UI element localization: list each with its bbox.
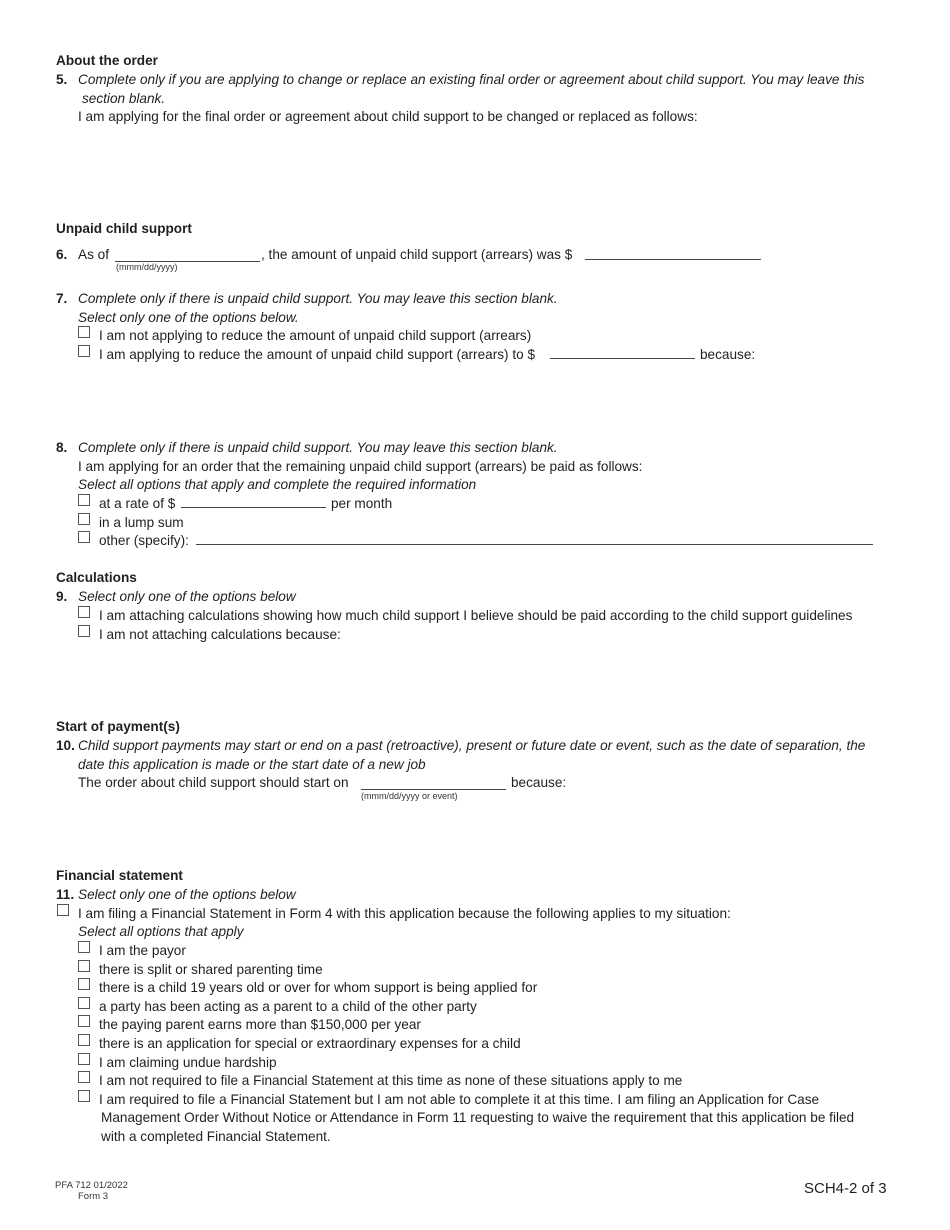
instruction-text: Select only one of the options below: [78, 887, 296, 902]
checkbox-rate[interactable]: [78, 494, 90, 506]
checkbox-sub-option[interactable]: [78, 1053, 90, 1065]
sub-option-label: there is an application for special or extraordinary expenses for a child: [99, 1036, 521, 1051]
reduced-amount-line[interactable]: [550, 358, 695, 359]
item-number: 11.: [56, 887, 75, 902]
instruction-text: Select all options that apply: [78, 924, 244, 939]
checkbox-sub-option[interactable]: [78, 978, 90, 990]
instruction-text: Complete only if you are applying to change or replace an existing final order or agreement about child support. You may leave this: [78, 72, 865, 87]
option-label-continued: Management Order Without Notice or Attendance in Form 11 requesting to waive the requirement that this application be filed: [101, 1110, 855, 1125]
item-number: 9.: [56, 589, 68, 604]
form-number: Form 3: [78, 1191, 109, 1202]
option-label: I am not attaching calculations because:: [99, 627, 341, 642]
checkbox-reducing[interactable]: [78, 345, 90, 357]
instruction-text: Select all options that apply and complete the required information: [78, 477, 477, 492]
because-label: because:: [700, 347, 756, 362]
section-heading-unpaid-support: Unpaid child support: [56, 221, 192, 236]
section-heading-start-payments: Start of payment(s): [56, 719, 180, 734]
option-label: in a lump sum: [99, 515, 184, 530]
arrears-text: , the amount of unpaid child support (arrears) was $: [261, 247, 573, 262]
checkbox-sub-option[interactable]: [78, 1015, 90, 1027]
section-heading-about-order: About the order: [56, 53, 158, 68]
form-code: PFA 712 01/2022: [55, 1180, 128, 1191]
section-heading-calculations: Calculations: [56, 570, 137, 585]
item-number: 8.: [56, 440, 68, 455]
instruction-text: section blank.: [82, 91, 166, 106]
checkbox-other[interactable]: [78, 531, 90, 543]
option-label: I am attaching calculations showing how much child support I believe should be paid according to the child support guidelines: [99, 608, 853, 623]
instruction-text: Select only one of the options below.: [78, 310, 299, 325]
item-number: 10.: [56, 738, 75, 753]
option-label: other (specify):: [99, 533, 189, 548]
option-label: I am filing a Financial Statement in Form 4 with this application because the following applies to my situation:: [78, 906, 731, 921]
checkbox-unable-to-complete[interactable]: [78, 1090, 90, 1102]
checkbox-not-required[interactable]: [78, 1071, 90, 1083]
statement-text: The order about child support should start on: [78, 775, 349, 790]
checkbox-sub-option[interactable]: [78, 997, 90, 1009]
option-label-continued: with a completed Financial Statement.: [101, 1129, 331, 1144]
instruction-text: date this application is made or the start date of a new job: [78, 757, 426, 772]
checkbox-sub-option[interactable]: [78, 1034, 90, 1046]
sub-option-label: I am the payor: [99, 943, 186, 958]
sub-option-label: there is a child 19 years old or over for whom support is being applied for: [99, 980, 538, 995]
checkbox-sub-option[interactable]: [78, 941, 90, 953]
item-number: 6.: [56, 247, 68, 262]
checkbox-attaching-calculations[interactable]: [78, 606, 90, 618]
option-label: I am not applying to reduce the amount of unpaid child support (arrears): [99, 328, 532, 343]
option-label: I am applying to reduce the amount of unpaid child support (arrears) to $: [99, 347, 536, 362]
instruction-text: Select only one of the options below: [78, 589, 296, 604]
instruction-text: Complete only if there is unpaid child support. You may leave this section blank.: [78, 440, 558, 455]
statement-text: I am applying for an order that the remaining unpaid child support (arrears) be paid as follows:: [78, 459, 643, 474]
item-number: 5.: [56, 72, 68, 87]
item-number: 7.: [56, 291, 68, 306]
because-label: because:: [511, 775, 567, 790]
per-month-label: per month: [331, 496, 393, 511]
date-format-hint: (mmm/dd/yyyy): [116, 262, 178, 272]
sub-option-label: I am claiming undue hardship: [99, 1055, 277, 1070]
statement-text: I am applying for the final order or agreement about child support to be changed or replaced as follows:: [78, 109, 698, 124]
sub-option-label: the paying parent earns more than $150,000 per year: [99, 1017, 421, 1032]
option-label: I am required to file a Financial Statement but I am not able to complete it at this time. I am filing an Application for Case: [99, 1092, 820, 1107]
checkbox-not-reducing[interactable]: [78, 326, 90, 338]
instruction-text: Complete only if there is unpaid child support. You may leave this section blank.: [78, 291, 558, 306]
as-of-label: As of: [78, 247, 109, 262]
section-heading-financial-statement: Financial statement: [56, 868, 183, 883]
sub-option-label: there is split or shared parenting time: [99, 962, 323, 977]
rate-amount-line[interactable]: [181, 507, 326, 508]
date-format-hint: (mmm/dd/yyyy or event): [361, 791, 458, 801]
sub-option-label: a party has been acting as a parent to a child of the other party: [99, 999, 477, 1014]
checkbox-lump-sum[interactable]: [78, 513, 90, 525]
arrears-amount-line[interactable]: [585, 259, 761, 260]
option-label: at a rate of $: [99, 496, 176, 511]
page-number: SCH4-2 of 3: [804, 1180, 887, 1197]
other-specify-line[interactable]: [196, 544, 873, 545]
checkbox-not-attaching-calculations[interactable]: [78, 625, 90, 637]
checkbox-filing-financial-statement[interactable]: [57, 904, 69, 916]
sub-option-label: I am not required to file a Financial Statement at this time as none of these situations apply to me: [99, 1073, 683, 1088]
instruction-text: Child support payments may start or end on a past (retroactive), present or future date or event, such as the date of separation, the: [78, 738, 866, 753]
start-date-line[interactable]: [361, 789, 506, 790]
checkbox-sub-option[interactable]: [78, 960, 90, 972]
